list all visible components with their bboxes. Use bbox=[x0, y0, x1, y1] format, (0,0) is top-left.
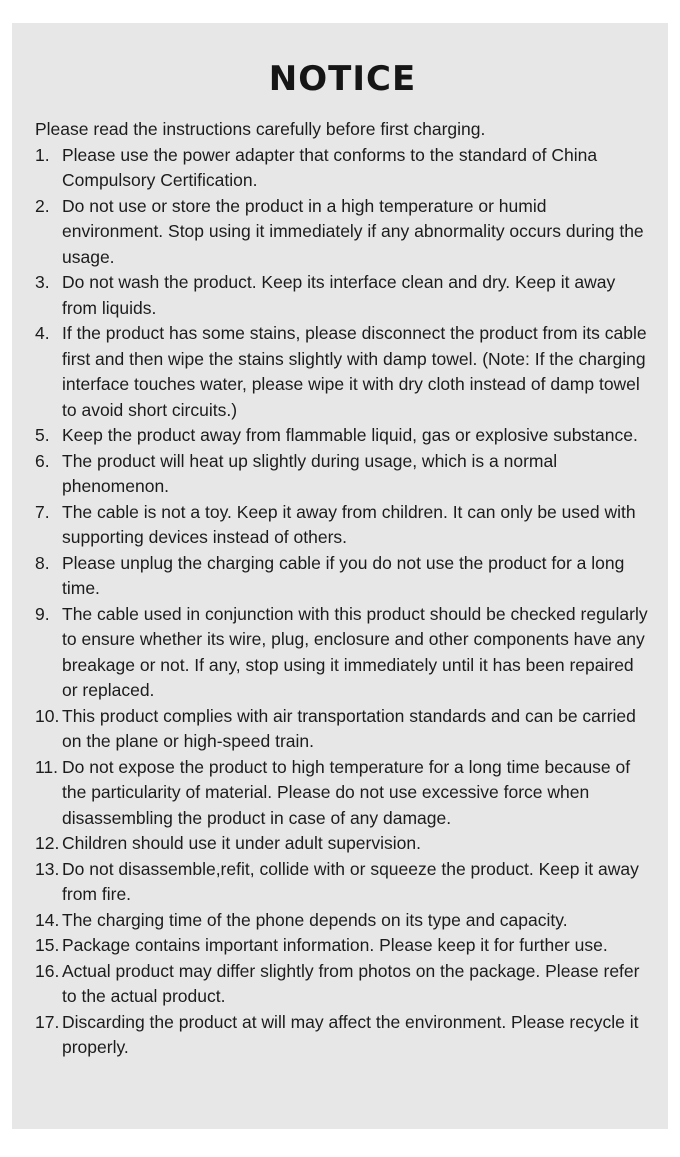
notice-item-number: 5. bbox=[35, 425, 50, 445]
notice-item-number: 12. bbox=[35, 833, 60, 853]
notice-item-number: 8. bbox=[35, 552, 50, 573]
notice-item-number: 15. bbox=[35, 935, 60, 955]
notice-item-text: The charging time of the phone depends on its type and capacity. bbox=[62, 909, 568, 930]
notice-item-text: Discarding the product at will may affect the environment. Please recycle it properly. bbox=[62, 1011, 639, 1057]
notice-item-number: 4. bbox=[35, 323, 50, 343]
notice-item-number: 17. bbox=[35, 1011, 60, 1032]
notice-item-text: Please use the power adapter that conforms to the standard of China Compulsory Certification. bbox=[62, 144, 598, 190]
notice-item bbox=[35, 933, 650, 959]
notice-item-text: Package contains important information. Please keep it for further use. bbox=[62, 935, 608, 955]
notice-item-text: Children should use it under adult supervision. bbox=[62, 833, 421, 853]
notice-item-number: 9. bbox=[35, 603, 50, 624]
notice-item-number: 1. bbox=[35, 144, 50, 165]
notice-item-text: Actual product may differ slightly from photos on the package. Please refer to the actual product. bbox=[62, 960, 640, 1006]
notice-item-text: Do not expose the product to high temperature for a long time because of the particularity of material. Please do not use excessive force when disassembling the product in case of any damage. bbox=[62, 756, 631, 828]
notice-item bbox=[35, 602, 650, 704]
notice-item-number: 2. bbox=[35, 195, 50, 216]
notice-item-text: Do not wash the product. Keep its interface clean and dry. Keep it away from liquids. bbox=[62, 272, 616, 318]
notice-item-text: Do not use or store the product in a high temperature or humid environment. Stop using it immediately if any abnormality occurs during the usage. bbox=[62, 195, 644, 267]
notice-item bbox=[35, 449, 650, 500]
notice-list bbox=[35, 143, 650, 1061]
notice-item-text: Do not disassemble,refit, collide with or squeeze the product. Keep it away from fire. bbox=[62, 858, 639, 904]
notice-item bbox=[35, 704, 650, 755]
notice-item-text: This product complies with air transportation standards and can be carried on the plane or high-speed train. bbox=[62, 705, 636, 751]
notice-item bbox=[35, 857, 650, 908]
notice-item bbox=[35, 500, 650, 551]
notice-item bbox=[35, 551, 650, 602]
notice-item bbox=[35, 831, 650, 857]
notice-item-text: The cable used in conjunction with this product should be checked regularly to ensure whether its wire, plug, enclosure and other components have any breakage or not. If any, stop using it immediately until it has been repaired or replaced. bbox=[62, 603, 648, 700]
notice-item bbox=[35, 1010, 650, 1061]
notice-title: NOTICE bbox=[268, 59, 417, 99]
notice-item-number: 7. bbox=[35, 501, 50, 522]
notice-item bbox=[35, 270, 650, 321]
notice-item-number: 6. bbox=[35, 450, 50, 471]
notice-item-text: Please unplug the charging cable if you do not use the product for a long time. bbox=[62, 552, 625, 598]
notice-item bbox=[35, 423, 650, 449]
notice-item-text: The product will heat up slightly during usage, which is a normal phenomenon. bbox=[62, 450, 558, 496]
notice-item-number: 10. bbox=[35, 705, 60, 726]
notice-item-number: 11. bbox=[35, 756, 59, 777]
notice-item bbox=[35, 908, 650, 934]
notice-intro: Please read the instructions carefully before first charging. bbox=[35, 119, 486, 139]
notice-item-number: 3. bbox=[35, 272, 50, 292]
notice-item-number: 14. bbox=[35, 909, 60, 930]
notice-card bbox=[12, 23, 668, 1129]
notice-item bbox=[35, 321, 650, 423]
notice-item bbox=[35, 959, 650, 1010]
notice-item bbox=[35, 755, 650, 832]
notice-item-number: 16. bbox=[35, 960, 60, 981]
notice-item-number: 13. bbox=[35, 858, 60, 879]
notice-item-text: The cable is not a toy. Keep it away from children. It can only be used with supporting devices instead of others. bbox=[62, 501, 636, 547]
notice-item bbox=[35, 194, 650, 271]
notice-item-text: Keep the product away from flammable liquid, gas or explosive substance. bbox=[62, 425, 638, 445]
notice-item bbox=[35, 143, 650, 194]
notice-item-text: If the product has some stains, please disconnect the product from its cable first and then wipe the stains slightly with damp towel. (Note: If the charging interface touches water, please wipe it with dry cloth instead of damp towel to avoid short circuits.) bbox=[62, 323, 647, 420]
